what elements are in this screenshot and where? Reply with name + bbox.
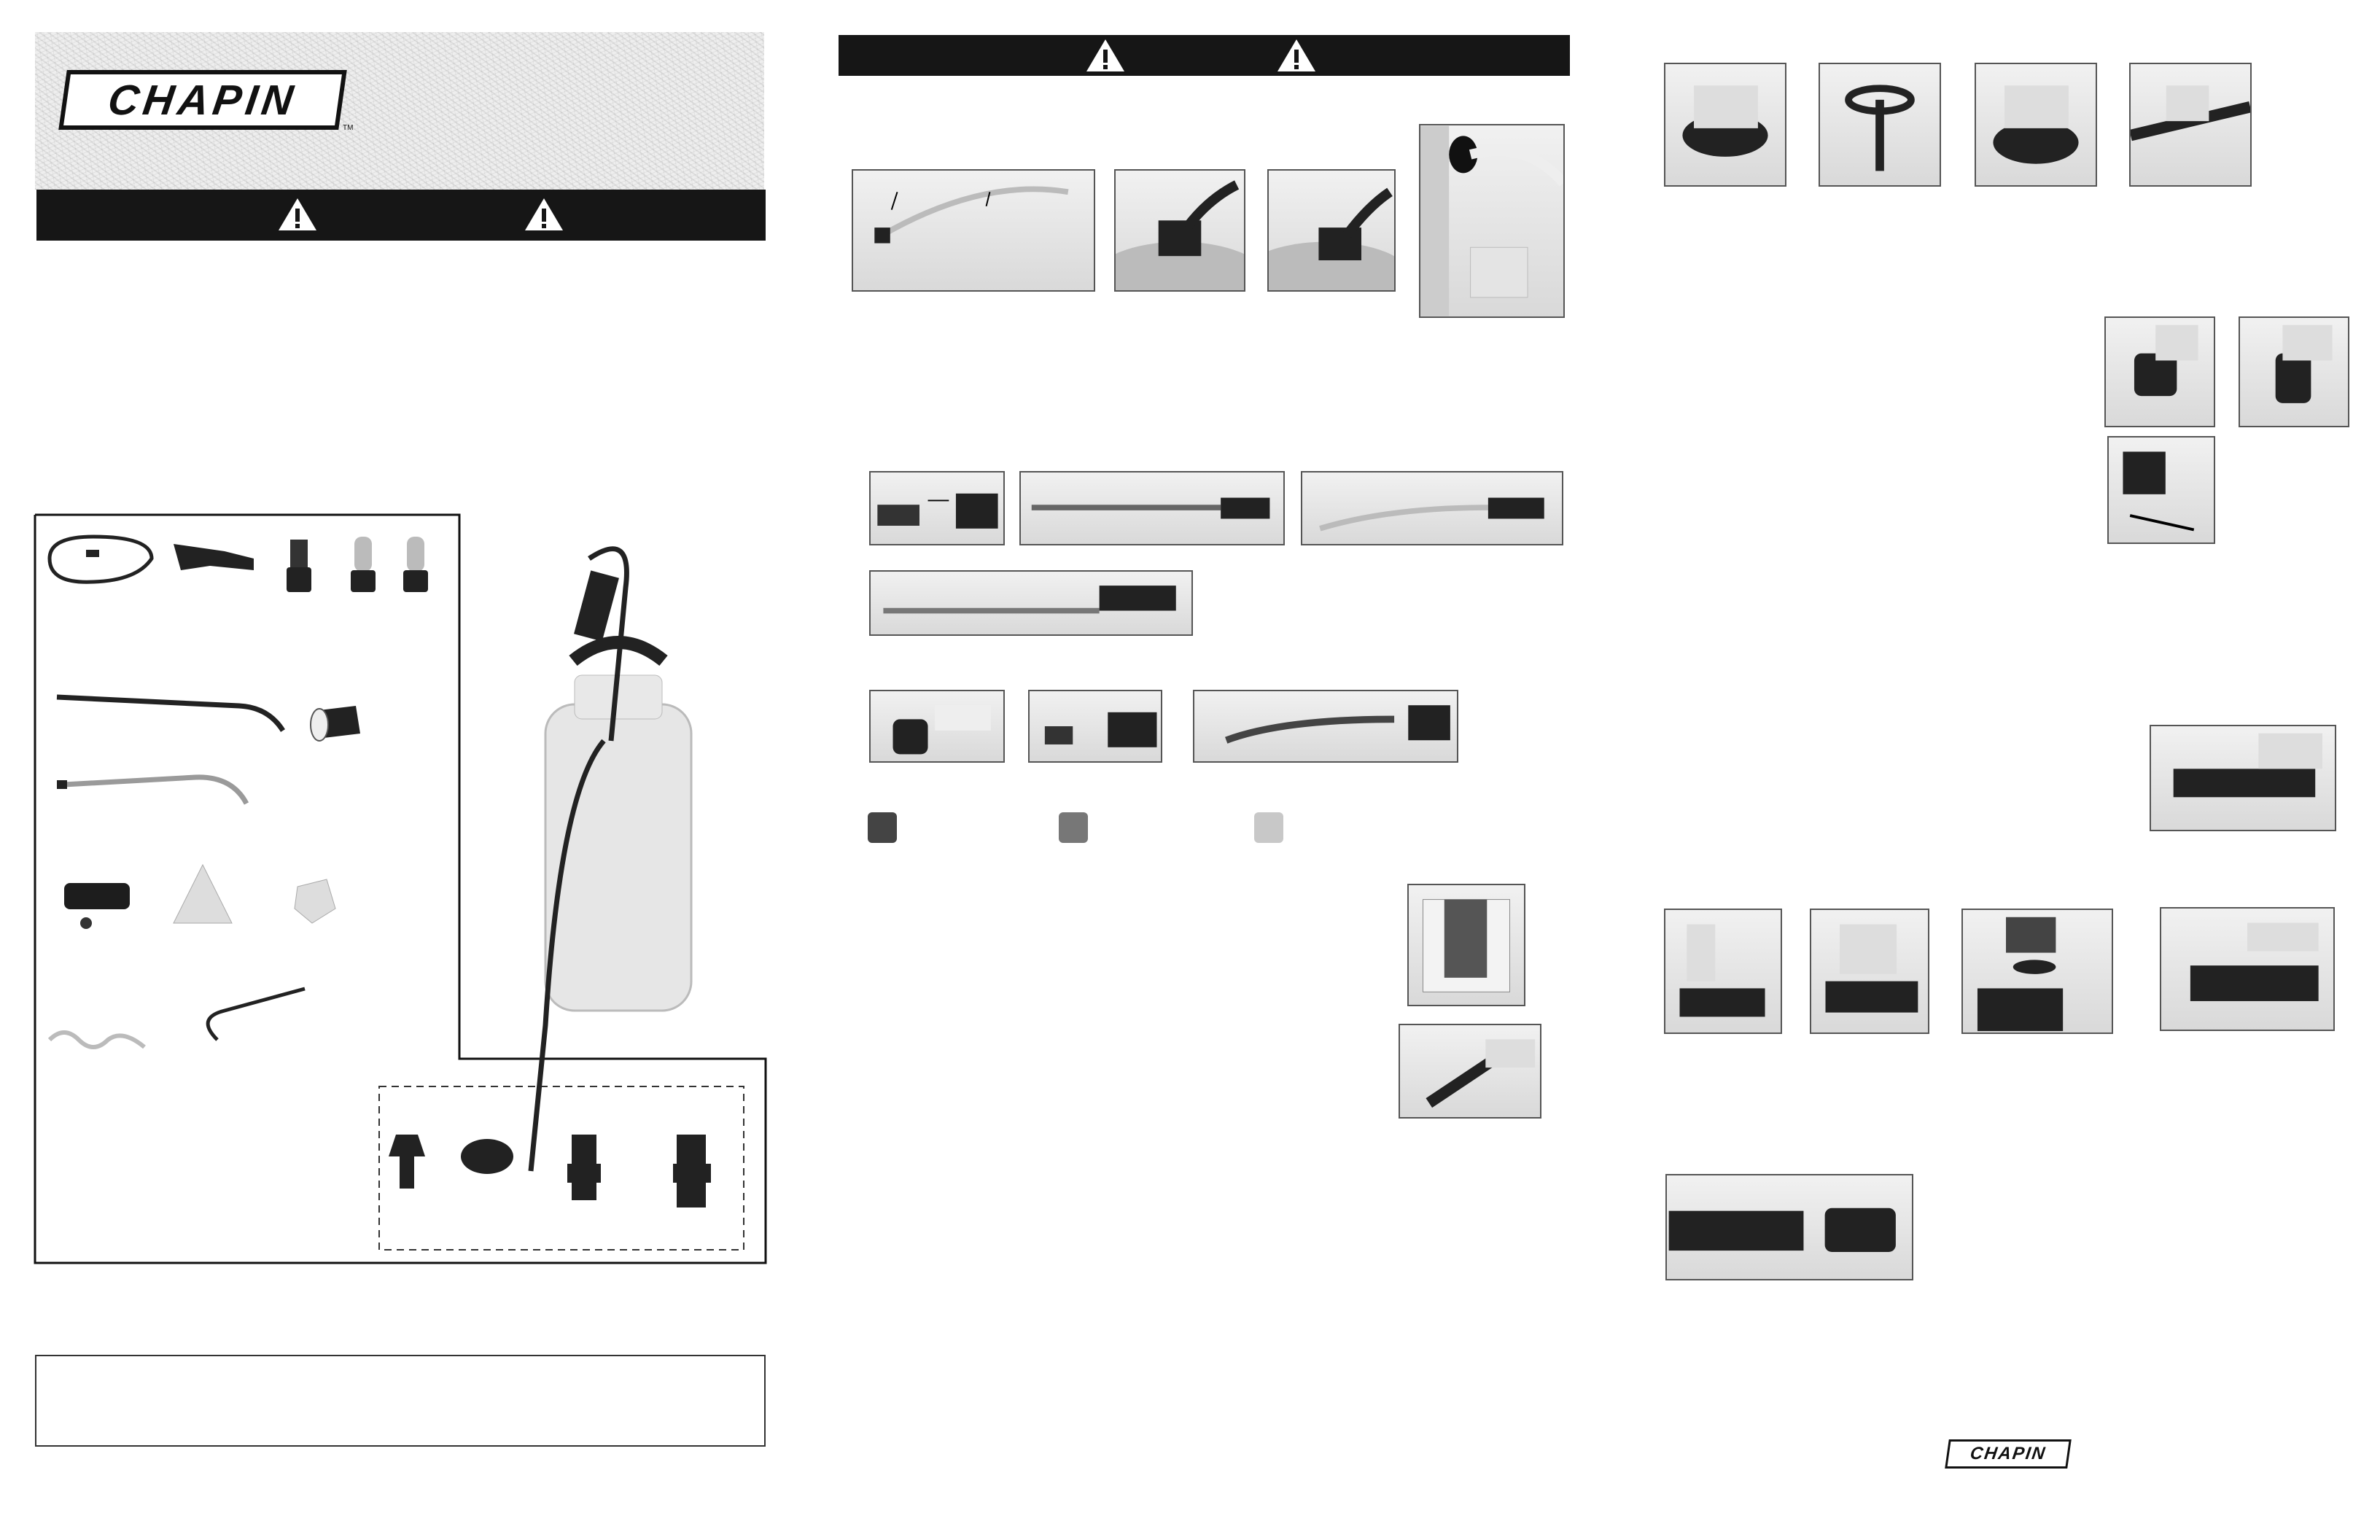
photo-pressure-relief-2 [2239,316,2349,427]
footer-logo-text: CHAPIN [1969,1444,2048,1463]
photo-pump-step-2 [1819,63,1941,187]
photo-shutoff-nozzle [869,471,1005,545]
photo-coupling [1665,1174,1913,1280]
photo-pressure-relief-3 [2107,436,2215,544]
photo-wand-nozzle [1193,690,1458,763]
photo-wand-assembly [852,169,1095,292]
trademark-mark: TM [343,124,354,132]
photo-shutoff-lock [2150,725,2336,831]
photo-pump-step-3 [1975,63,2097,187]
photo-pump-step-4 [2129,63,2252,187]
photo-wand-shutoff-3 [869,570,1193,636]
photo-nozzle-attach [1028,690,1162,763]
nozzle-tips [860,802,1327,853]
note-box [35,1355,766,1447]
photo-wand-shutoff-2 [1301,471,1563,545]
warning-banner-top-middle [839,35,1570,76]
photo-cleaning [1399,1024,1541,1119]
photo-repair-4 [2160,907,2335,1031]
photo-hose-connection-2 [1267,169,1396,292]
photo-wand-shutoff-1 [1019,471,1285,545]
parts-illustrations [35,515,764,1263]
photo-nozzle-cap [869,690,1005,763]
photo-repair-1 [1664,909,1782,1034]
photo-repair-3 [1961,909,2113,1034]
photo-repair-2 [1810,909,1929,1034]
warning-icon [1085,38,1126,73]
photo-pump-step-1 [1664,63,1786,187]
photo-filter [1407,884,1525,1006]
warning-icon [1276,38,1317,73]
logo-text: CHAPIN [105,76,300,124]
photo-hose-connection-1 [1114,169,1245,292]
photo-wand-storage [1419,124,1565,318]
photo-pressure-relief-1 [2104,316,2215,427]
footer-chapin-logo [1945,1439,2072,1469]
